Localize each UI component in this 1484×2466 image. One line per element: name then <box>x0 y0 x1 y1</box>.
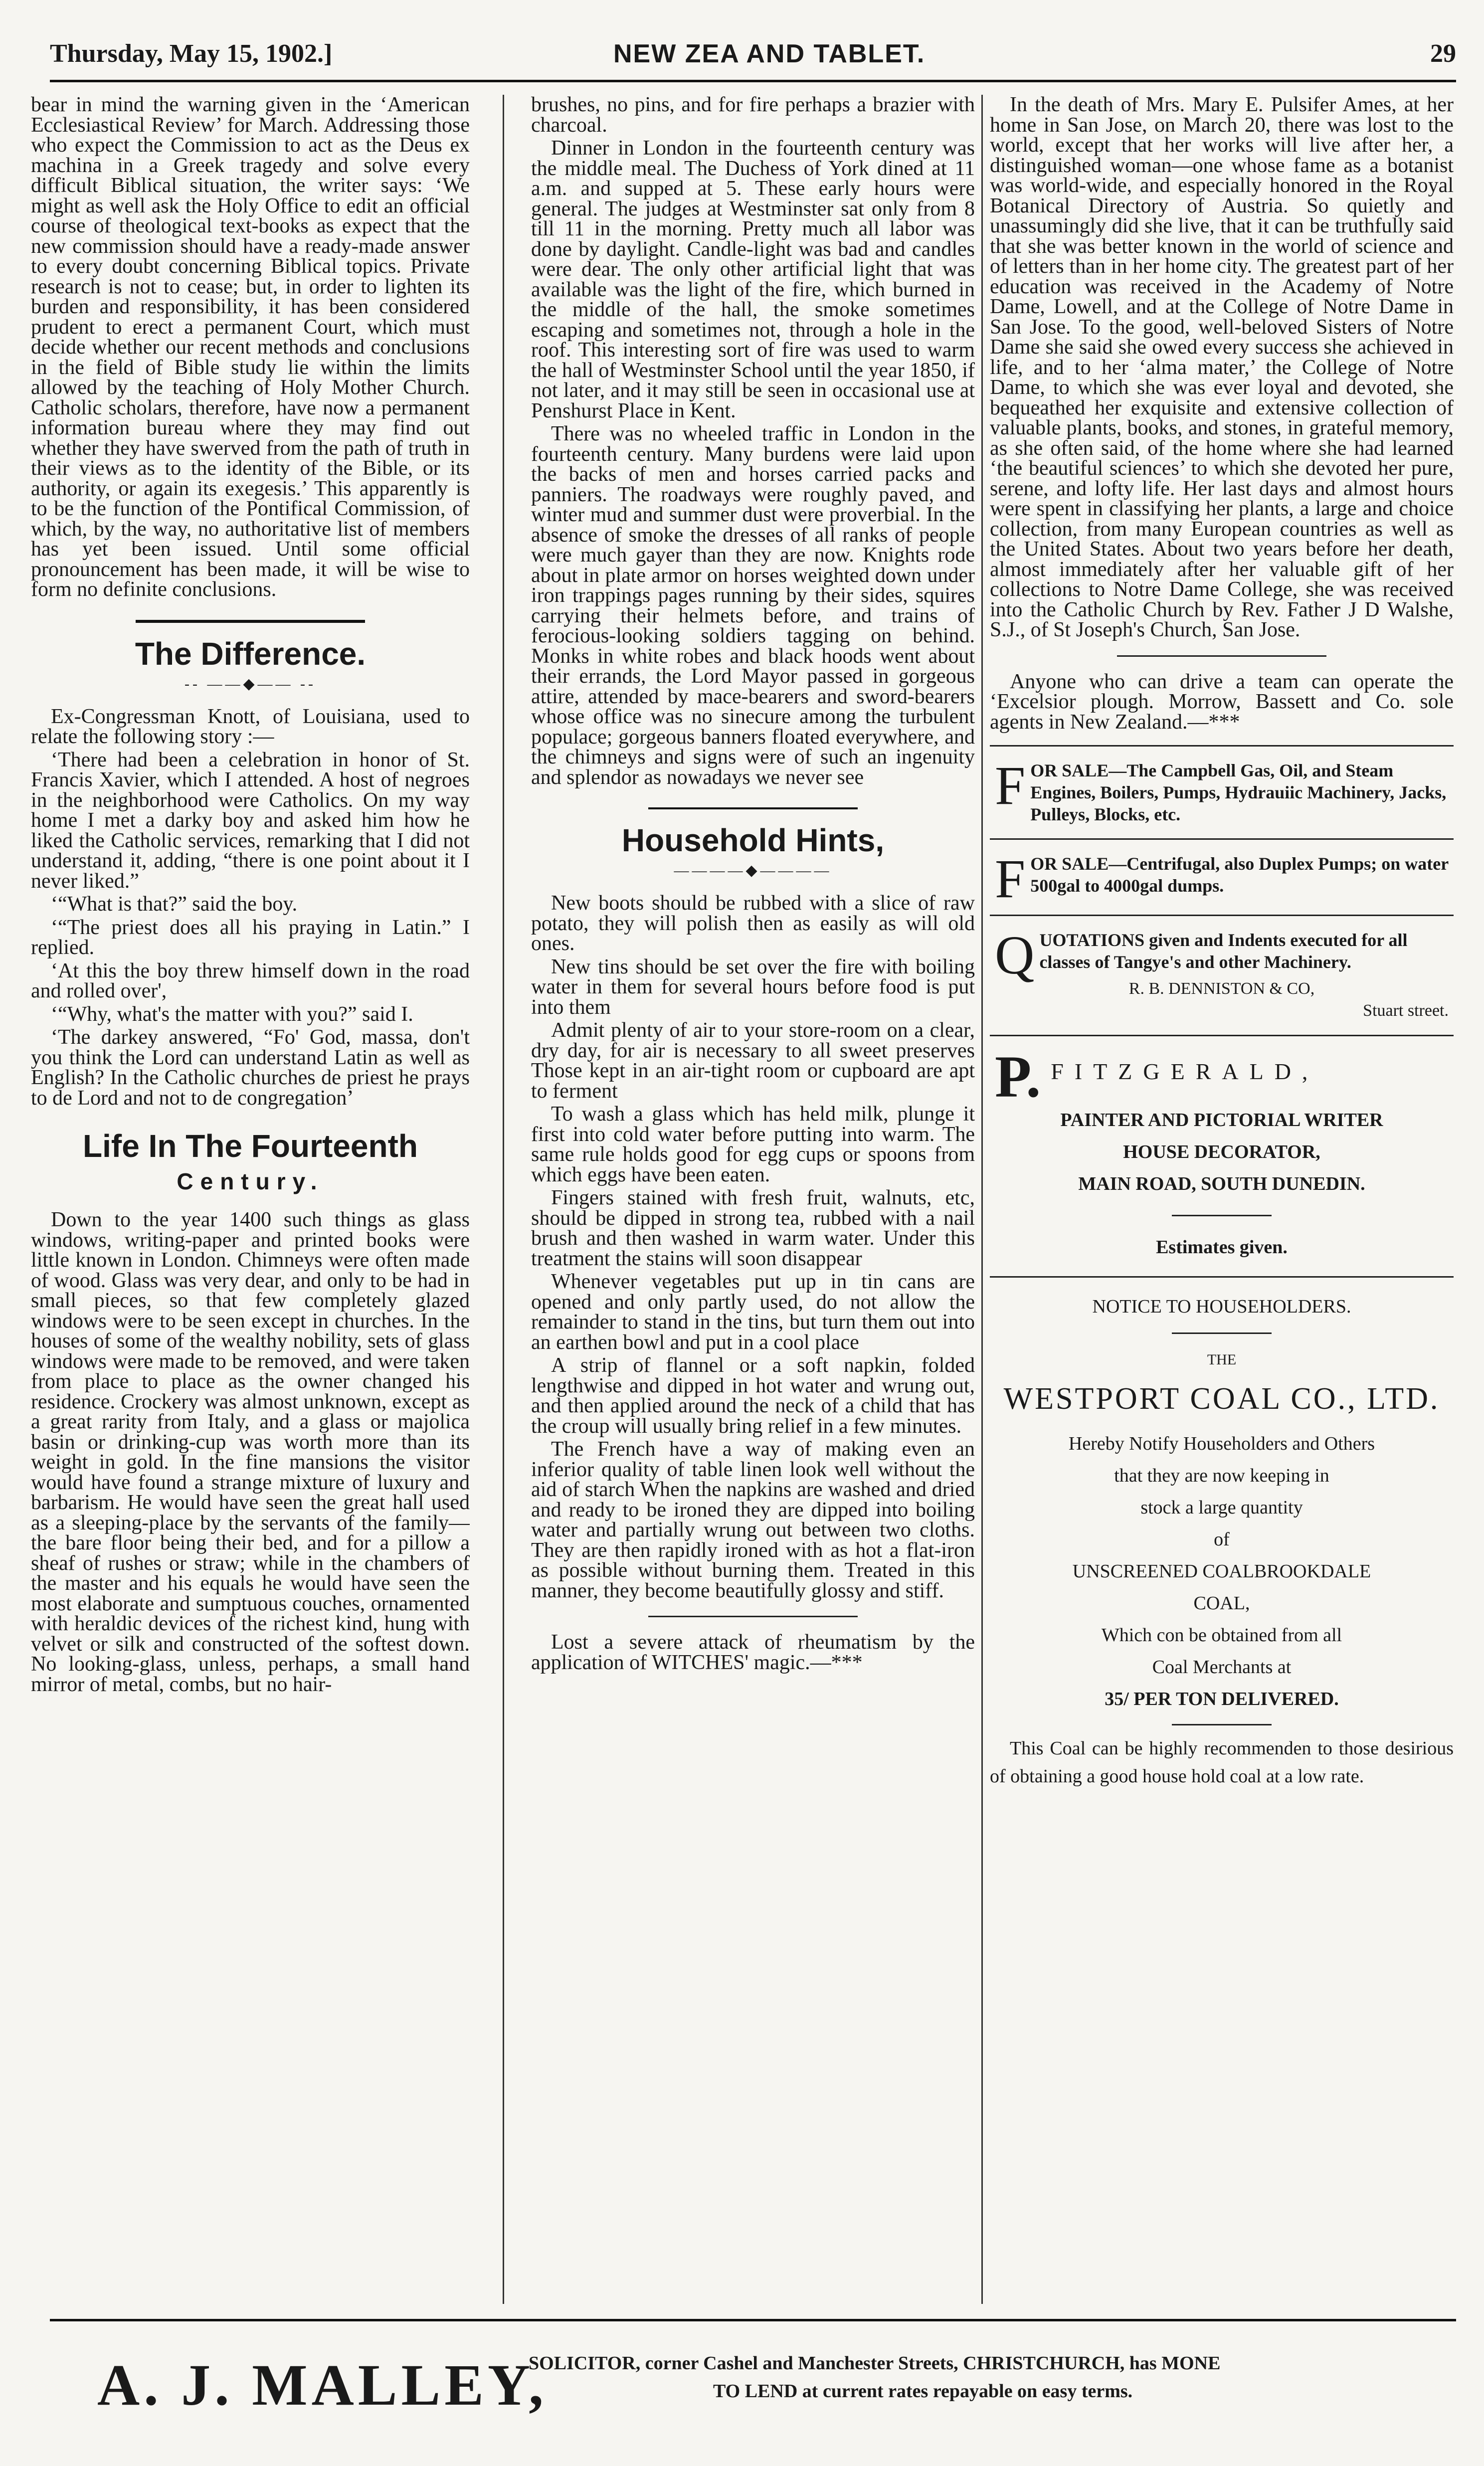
ad-divider <box>990 1035 1454 1036</box>
paragraph: ‘“The priest does all his praying in Latin.” I replied. <box>31 916 470 959</box>
fitzgerald-initial: P. <box>995 1043 1041 1110</box>
masthead <box>50 35 1456 82</box>
obituary-mary-ames: In the death of Mrs. Mary E. Pulsifer Ames, at her home in San Jose, on March 20, there was lost to the world, except that her works will live after her, a distinguished woman—one whose fame as a botanist was world-wide, and especially honored in the Royal Botanical Directory of Austria. So quietly and unassumingly did she live, that it can be truthfully said that she was better known in the world of science and of letters than in her home city. The greatest part of her education was received in the Academy of Notre Dame, Lowell, and at the College of Notre Dame in San Jose. To the good, well-beloved Sisters of Notre Dame she said she owed every success she achieved in life, and to her ‘alma mater,’ the College of Notre Dame, to which she was ever loyal and devoted, she bequeathed her exquisite and extensive collection of valuable plants, books, and stones, in grateful memory, as she often said, of the home where she had learned ‘the beautiful sciences’ to which she devoted her pure, serene, and lofty life. Her last days and almost hours were spent in classifying her plants, a large and choice collection, from many European countries as well as the United States. About two years before her death, almost immediately after her valuable gift of her collections to Notre Dame College, she was received into the Catholic Church by Rev. Father J D Walshe, S.J., of St Joseph's Church, San Jose. <box>990 95 1454 641</box>
advertiser-address: Stuart street. <box>1363 1001 1449 1020</box>
paragraph: brushes, no pins, and for fire perhaps a brazier with charcoal. <box>531 95 975 137</box>
newspaper-title: NEW ZEA AND TABLET. <box>613 39 926 68</box>
advert-excelsior-plough: Anyone who can drive a team can operate the ‘Excelsior plough. Morrow, Bassett and Co. sole agents in New Zealand.—*** <box>990 670 1454 734</box>
ad-divider <box>990 915 1454 916</box>
advertiser-name: R. B. DENNISTON & CO, <box>1128 979 1315 998</box>
drop-cap: Q <box>995 925 1035 985</box>
drop-cap: F <box>995 755 1026 816</box>
hint-item: New tins should be set over the fire with boiling water in them for several hours before food is put into them <box>531 955 975 1019</box>
westport-line: Hereby Notify Householders and Others <box>1068 1433 1375 1454</box>
solicitor-address: SOLICITOR, corner Cashel and Manchester Streets, CHRISTCHURCH, has MONE <box>529 2353 1221 2374</box>
advert-text: OR SALE—Centrifugal, also Duplex Pumps; on water 500gal to 4000gal dumps. <box>1030 854 1449 896</box>
issue-date: Thursday, May 15, 1902.] <box>50 39 333 68</box>
fitzgerald-estimates: Estimates given. <box>1156 1237 1288 1258</box>
fitzgerald-address: MAIN ROAD, SOUTH DUNEDIN. <box>1078 1173 1365 1194</box>
section-divider <box>136 620 365 623</box>
subheading-century: Century. <box>177 1168 324 1194</box>
hint-item: Admit plenty of air to your store-room on a clear, dry day, for air is necessary to all sweet preserves Those kept in an air-tight room or cupboard are apt to ferment <box>531 1019 975 1103</box>
paragraph: ‘At this the boy threw himself down in the road and rolled over', <box>31 959 470 1002</box>
the-label: THE <box>1207 1351 1237 1368</box>
paragraph: ‘There had been a celebration in honor of St. Francis Xavier, which I attended. A host of negroes in the neighborhood were Catholics. On my way home I met a darky boy and asked him how he liked the Catholic services, remarking that I did not understand it, adding, “there is one point about it I never liked.” <box>31 748 470 893</box>
westport-line: Coal Merchants at <box>1152 1657 1292 1678</box>
hint-item: The French have a way of making even an inferior quality of table linen look well without the aid of starch When the napkins are washed and dried and ready to be ironed they are dipped into boiling water and partially wrung out between two cloths. They are then rapidly ironed with as hot a flat-iron as possible without burning them. Treated in this manner, they become beautifully glossy and stiff. <box>531 1438 975 1602</box>
page-number: 29 <box>1430 39 1456 68</box>
fitzgerald-trade: PAINTER AND PICTORIAL WRITER <box>1060 1110 1383 1131</box>
paragraph: ‘The darkey answered, “Fo' God, massa, don't you think the Lord can understand Latin as well as English? In the Catholic churches de priest he prays to de Lord and not to de congregation’ <box>31 1026 470 1110</box>
westport-line: UNSCREENED COALBROOKDALE <box>1072 1561 1371 1582</box>
westport-company-name: WESTPORT COAL CO., LTD. <box>1003 1382 1440 1416</box>
column-rule <box>981 95 983 2304</box>
short-rule <box>1172 1215 1272 1216</box>
westport-price: 35/ PER TON DELIVERED. <box>1105 1689 1339 1709</box>
advert-witches-oil: Lost a severe attack of rheumatism by the application of WITCHES' magic.—*** <box>531 1631 975 1674</box>
footer-advert-malley <box>50 2319 1456 2441</box>
fitzgerald-trade-2: HOUSE DECORATOR, <box>1123 1141 1320 1162</box>
westport-line: of <box>1214 1529 1230 1550</box>
section-divider <box>648 807 858 809</box>
section-divider <box>1117 655 1326 657</box>
column-middle <box>531 95 975 2304</box>
column-left <box>31 95 470 2304</box>
fitzgerald-surname: FITZGERALD, <box>1051 1059 1319 1084</box>
hint-item: A strip of flannel or a soft napkin, folded lengthwise and dipped in hot water and wrung out, and then applied around the neck of a child that has the croup will usually bring relief in a few minutes. <box>531 1354 975 1438</box>
fitzgerald-name <box>995 1043 1454 1110</box>
advert-fitzgerald <box>990 1043 1454 1263</box>
advert-campbell-engines <box>995 755 1449 825</box>
advert-text: OR SALE—The Campbell Gas, Oil, and Steam Engines, Boilers, Pumps, Hydrauiic Machinery, Jacks, Pulleys, Blocks, etc. <box>1030 760 1447 824</box>
ad-divider <box>990 838 1454 840</box>
advert-text: UOTATIONS given and Indents executed for all classes of Tangye's and other Machinery. <box>1039 930 1408 972</box>
section-divider <box>648 1616 858 1617</box>
solicitor-name: A. J. MALLEY, <box>97 2352 548 2418</box>
hint-item: Fingers stained with fresh fruit, walnuts, etc, should be dipped in strong tea, rubbed with a nail brush and then washed in warm water. Under this treatment the stains will soon disappear <box>531 1186 975 1270</box>
advert-westport-coal <box>990 1291 1454 1790</box>
hint-item: To wash a glass which has held milk, plunge it first into cold water before putting into warm. The same rule holds good for egg cups or spoons from which eggs have been eaten. <box>531 1103 975 1186</box>
ornament-divider: ————◆———— <box>674 862 832 879</box>
column-rule <box>503 95 504 2304</box>
article-biblical-commission: bear in mind the warning given in the ‘American Ecclesiastical Review’ for March. Addressing those who expect the Commission to act as the Deus ex machina in a Greek tragedy and solve every difficult Biblical situation, the writer says: ‘We might as well ask the Holy Office to edit an official course of theological text-books as expect that the new commission should have a ready-made answer to every doubt concerning Biblical topics. Private research is not to cease; but, in order to lighten its burden and responsibility, it has been considered prudent to erect a permanent Court, which must decide whether our recent methods and conclusions in the field of Bible study lie within the limits allowed by the teaching of Holy Mother Church. Catholic scholars, therefore, have now a permanent information bureau where they may find out whether they have swerved from the path of truth in their views as to the identity of the Bible, or its authority, or again its exegesis.’ This apparently is to be the function of the Pontifical Commission, of which, by the way, no authoritative list of members has yet been issued. Until some official pronouncement has been made, it will be wise to form no definite conclusions. <box>31 95 470 601</box>
hint-item: New boots should be rubbed with a slice of raw potato, they will polish then as easily as will old ones. <box>531 892 975 955</box>
article-fourteenth-century: Down to the year 1400 such things as glass windows, writing-paper and printed books were little known in London. Chimneys were often made of wood. Glass was very dear, and only to be had in small pieces, so that few completely glazed windows were to be seen except in churches. In the houses of some of the wealthy nobility, sets of glass windows were made to be removed, and were taken from place to place as the owner changed his residence. Crockery was almost unknown, except as a great rarity from Italy, and a glass or majolica basin or drinking-cup was worth more than its weight in gold. In the fine mansions the visitor would have found a strange mixture of luxury and barbarism. He would have seen the great hall used as a sleeping-place by the servants of the family—the bare floor being their bed, and for a pillow a sheaf of rushes or straw; while in the chambers of the master and his equals he would have seen the most elaborate and sumptuous couches, ornamented with heraldic devices of the richest kind, hung with velvet or silk and constructed of the softest down. No looking-glass, unless, perhaps, a small hand mirror of metal, combs, but no hair- <box>31 1208 470 1696</box>
paragraph: Ex-Congressman Knott, of Louisiana, used to relate the following story :— <box>31 705 470 748</box>
column-right <box>990 95 1454 2304</box>
drop-cap: F <box>995 848 1026 909</box>
ad-divider <box>990 745 1454 747</box>
heading-the-difference: The Difference. <box>135 635 366 672</box>
advert-tangye-quotations <box>995 925 1449 1022</box>
paragraph: Dinner in London in the fourteenth century was the middle meal. The Duchess of York dined at 11 a.m. and supped at 5. These early hours were general. The judges at Westminster sat only from 8 till 11 in the morning. Pretty much all labor was done by daylight. Candle-light was bad and candles were dear. The only other artificial light that was available was the light of the fire, which burned in the middle of the hall, the smoke sometimes escaping and sometimes not, through a hole in the roof. This interesting sort of fire was used to warm the hall of Westminster School until the year 1850, if not later, and it may still be seen in occasional use at Penshurst Place in Kent. <box>531 137 975 422</box>
paragraph: There was no wheeled traffic in London in the fourteenth century. Many burdens were laid upon the backs of men and horses carried packs and panniers. The roadways were roughly paved, and winter mud and summer dust were proverbial. In the absence of smoke the dresses of all ranks of people were much gayer than they are now. Knights rode about in plate armor on horses weighted down under iron trappings pages running by their sides, squires carrying their helmets before, and trains of ferocious-looking soldiers tagging on behind. Monks in white robes and black hoods went about their errands, the Lord Mayor passed in gorgeous attire, attended by mace-bearers and sword-bearers whose office was no sinecure among the turbulent populace; gorgeous banners floated everywhere, and the chimneys and signs were of such an ingenuity and splendor as nowadays we never see <box>531 422 975 789</box>
paragraph: ‘“Why, what's the matter with you?” said I. <box>51 1002 413 1026</box>
ad-divider <box>990 1276 1454 1278</box>
westport-line: Which con be obtained from all <box>1101 1625 1342 1646</box>
ornament-divider: -- ——◆—— -- <box>184 675 317 692</box>
westport-recommendation: This Coal can be highly recommenden to those desirious of obtaining a good house hold coal at a low rate. <box>990 1738 1454 1787</box>
short-rule <box>1172 1332 1272 1334</box>
notice-heading: NOTICE TO HOUSEHOLDERS. <box>1092 1296 1351 1317</box>
advert-centrifugal-pumps <box>995 848 1449 909</box>
westport-line: that they are now keeping in <box>1114 1465 1329 1486</box>
short-rule <box>1172 1724 1272 1725</box>
westport-line: COAL, <box>1193 1593 1250 1614</box>
heading-household-hints: Household Hints, <box>621 822 885 858</box>
solicitor-terms: TO LEND at current rates repayable on easy terms. <box>713 2381 1133 2402</box>
westport-line: stock a large quantity <box>1140 1497 1303 1518</box>
heading-life-in-the-fourteenth: Life In The Fourteenth <box>83 1128 418 1164</box>
paragraph: ‘“What is that?” said the boy. <box>51 893 298 916</box>
hint-item: Whenever vegetables put up in tin cans are opened and only partly used, do not allow the remainder to stand in the tins, but turn them out into an earthen bowl and put in a cool place <box>531 1270 975 1354</box>
